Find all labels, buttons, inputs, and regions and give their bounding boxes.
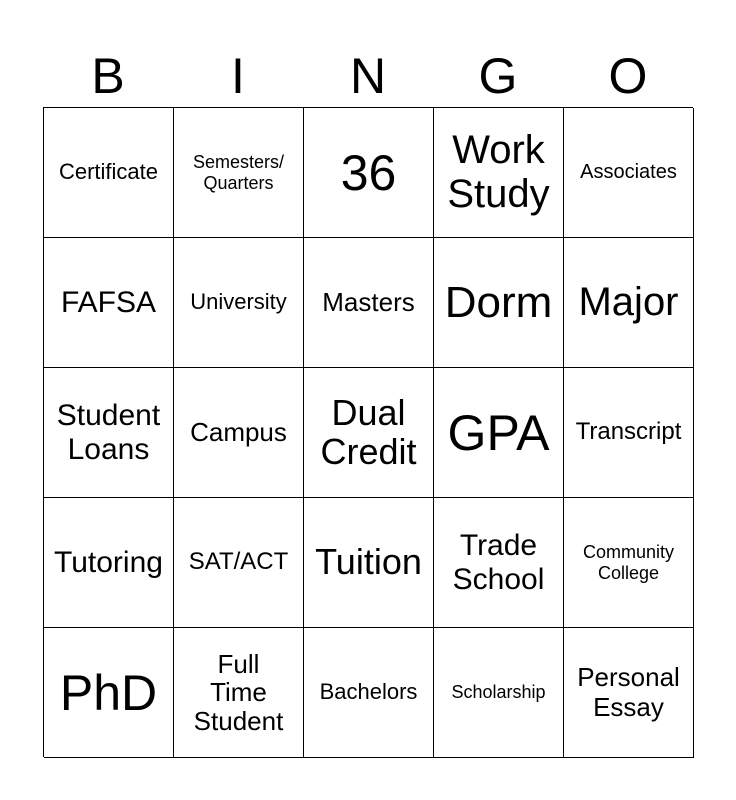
- bingo-cell[interactable]: [44, 498, 174, 628]
- bingo-cell[interactable]: [174, 628, 304, 758]
- header-letter-n: N: [349, 48, 387, 104]
- cell-label: Dorm: [444, 277, 553, 327]
- header-letter-i: I: [231, 48, 245, 104]
- cell-label: Semesters/ Quarters: [192, 152, 285, 193]
- bingo-cell[interactable]: [564, 108, 694, 238]
- bingo-cell[interactable]: [434, 628, 564, 758]
- cell-label: Tuition: [315, 541, 422, 583]
- cell-label: Masters: [322, 286, 415, 317]
- bingo-cell[interactable]: [304, 108, 434, 238]
- cell-label: Certificate: [58, 159, 159, 185]
- header-letter-b: B: [91, 48, 125, 104]
- bingo-cell[interactable]: [434, 498, 564, 628]
- cell-label: FAFSA: [60, 285, 157, 319]
- cell-label: Full Time Student: [193, 649, 284, 736]
- cell-label: GPA: [447, 404, 550, 461]
- bingo-cell[interactable]: [434, 368, 564, 498]
- bingo-cell[interactable]: [304, 368, 434, 498]
- bingo-cell[interactable]: [304, 238, 434, 368]
- bingo-cell[interactable]: [564, 368, 694, 498]
- cell-label: Dual Credit: [320, 391, 417, 472]
- cell-label: Tutoring: [54, 545, 163, 579]
- bingo-cell[interactable]: [44, 368, 174, 498]
- cell-label: SAT/ACT: [188, 548, 289, 576]
- cell-label: PhD: [59, 664, 158, 721]
- cell-label: Campus: [190, 416, 287, 447]
- cell-label: Transcript: [575, 418, 682, 446]
- bingo-board: [43, 107, 693, 757]
- bingo-cell[interactable]: [564, 498, 694, 628]
- bingo-cell[interactable]: [564, 628, 694, 758]
- bingo-cell[interactable]: [44, 108, 174, 238]
- header-letter-o: O: [608, 48, 648, 104]
- bingo-cell[interactable]: [304, 628, 434, 758]
- bingo-cell[interactable]: [564, 238, 694, 368]
- cell-label: Bachelors: [319, 679, 418, 705]
- cell-label: Trade School: [452, 528, 545, 596]
- cell-label: Community College: [582, 542, 675, 583]
- cell-label: University: [190, 289, 287, 315]
- bingo-cell[interactable]: [174, 238, 304, 368]
- cell-label: 36: [340, 144, 397, 201]
- bingo-cell[interactable]: [174, 368, 304, 498]
- bingo-cell[interactable]: [174, 498, 304, 628]
- bingo-cell[interactable]: [44, 238, 174, 368]
- cell-label: Student Loans: [56, 398, 161, 466]
- cell-label: Associates: [580, 161, 677, 184]
- cell-label: Scholarship: [451, 682, 546, 703]
- bingo-cell[interactable]: [304, 498, 434, 628]
- bingo-header: [43, 44, 693, 108]
- bingo-cell[interactable]: [44, 628, 174, 758]
- header-letter-g: G: [478, 48, 518, 104]
- cell-label: Personal Essay: [577, 662, 680, 722]
- bingo-cell[interactable]: [174, 108, 304, 238]
- cell-label: Work Study: [447, 128, 550, 216]
- bingo-cell[interactable]: [434, 108, 564, 238]
- cell-label: Major: [578, 280, 679, 325]
- bingo-cell[interactable]: [434, 238, 564, 368]
